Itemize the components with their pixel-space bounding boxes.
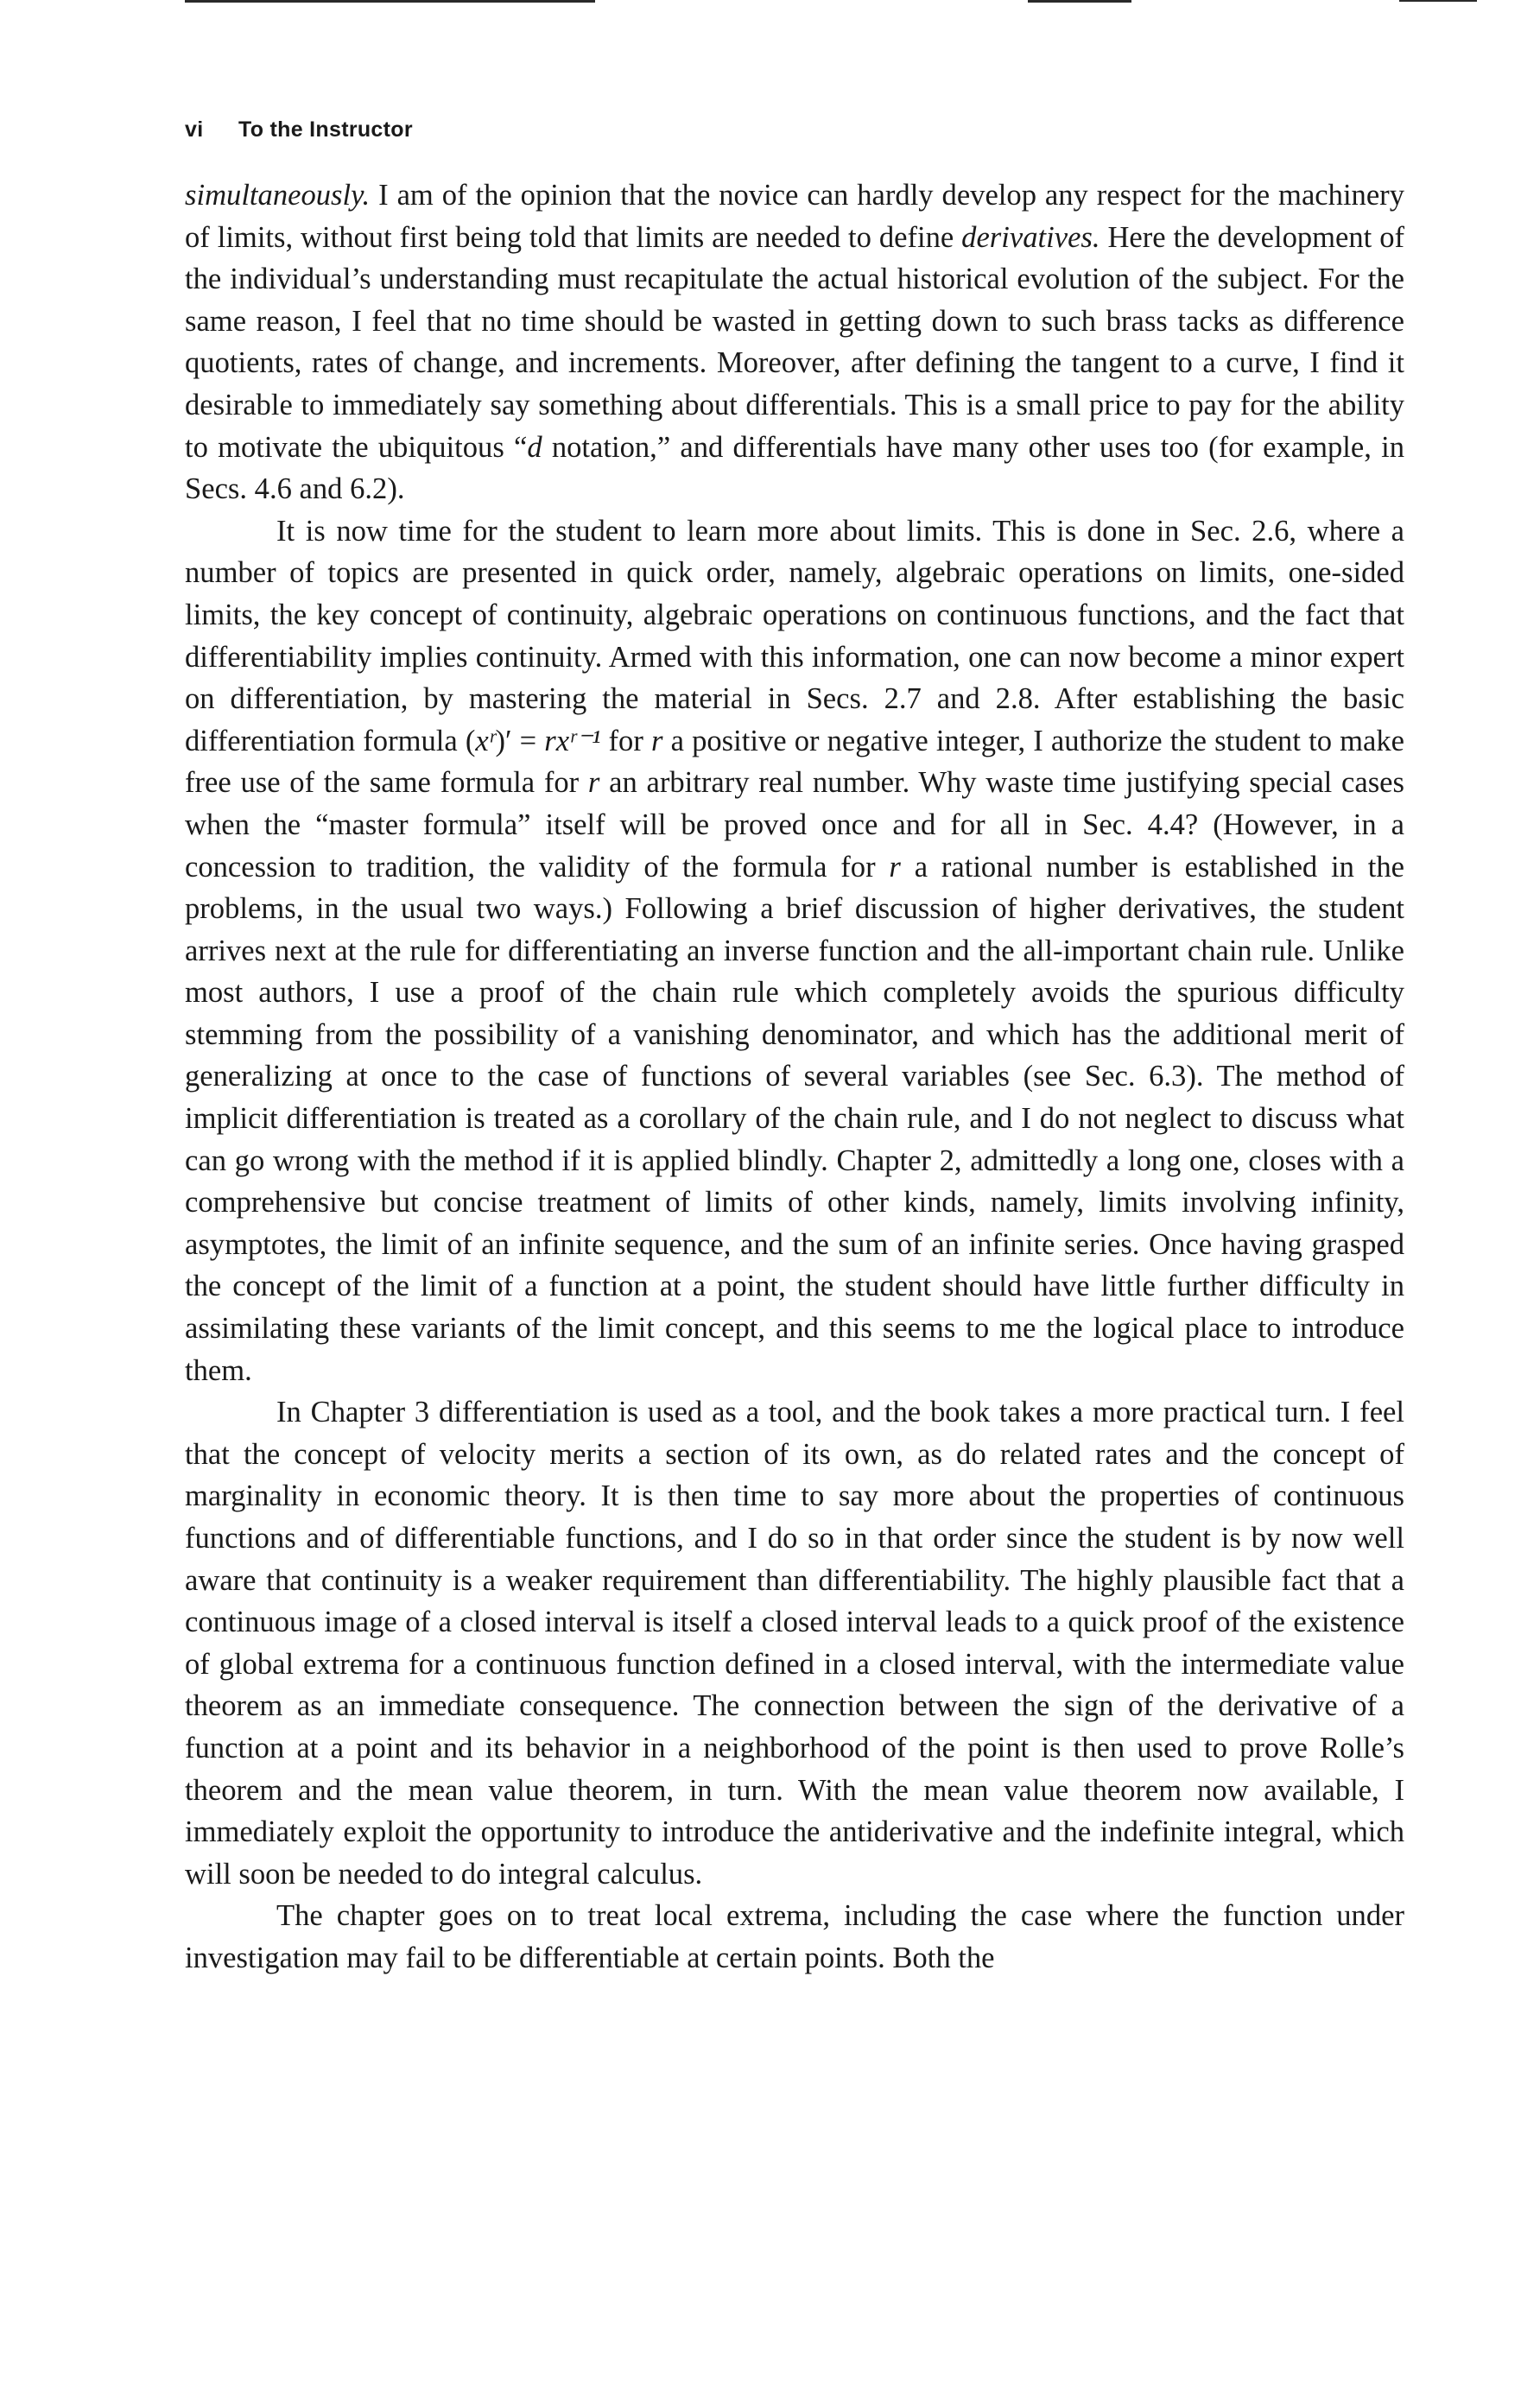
text-run: The chapter goes on to treat local extrema, including the case where the function under investigation may fail to be differentiable at certain points. Both the xyxy=(185,1899,1404,1974)
text-run: a positive or negative integer, I authorize the student to make free use of the same formula for xyxy=(185,724,1404,800)
italic-text: r xyxy=(889,850,901,884)
text-run: In Chapter 3 differentiation is used as a tool, and the book takes a more practical turn. I feel that the concept of velocity merits a section of its own, as do related rates and the concept of marginality in economic theory. It is then time to say more about the properties of continuous functions and of differentiable functions, and I do so in that order since the student is by now well aware that continuity is a weaker requirement than differentiability. The highly plausible fact that a continuous image of a closed interval is itself a closed interval leads to a quick proof of the existence of global extrema for a continuous function defined in a closed interval, with the intermediate value theorem as an immediate consequence. The connection between the sign of the derivative of a function at a point and its behavior in a neighborhood of the point is then used to prove Rolle’s theorem and the mean value theorem, in turn. With the mean value theorem now available, I immediately exploit the opportunity to introduce the antiderivative and the indefinite integral, which will soon be needed to do integral calculus. xyxy=(185,1396,1404,1891)
text-run: notation,” and differentials have many other uses too (for example, in Secs. 4.6 and 6.2). xyxy=(185,430,1404,506)
running-header xyxy=(185,117,413,143)
running-title: To the Instructor xyxy=(238,117,413,142)
page-number: vi xyxy=(185,117,204,142)
italic-text: ʳ xyxy=(488,724,496,757)
top-scan-rule-right xyxy=(1399,0,1477,2)
text-run: I am of the opinion that the novice can hardly develop any respect for the machinery of limits, without first being told that limits are needed to define xyxy=(185,179,1404,254)
italic-text: r xyxy=(651,724,663,757)
top-scan-rule-left xyxy=(185,0,595,3)
paragraph xyxy=(185,1895,1404,1979)
text-run: for xyxy=(600,724,651,757)
paragraph xyxy=(185,174,1404,510)
text-run: Here the development of the individual’s understanding must recapitulate the actual historical evolution of the subject. For the same reason, I feel that no time should be wasted in getting down to such brass tacks as difference quotients, rates of change, and increments. Moreover, after defining the tangent to a curve, I find it desirable to immediately say something about differentials. This is a small price to pay for the ability to motivate the ubiquitous “ xyxy=(185,220,1404,464)
text-run: a rational number is established in the problems, in the usual two ways.) Following a brief discussion of higher derivatives, the student arrives next at the rule for differentiating an inverse function and the all-important chain rule. Unlike most authors, I use a proof of the chain rule which completely avoids the spurious difficulty stemming from the possibility of a vanishing denominator, and which has the additional merit of generalizing at once to the case of functions of several variables (see Sec. 6.3). The method of implicit differentiation is treated as a corollary of the chain rule, and I do not neglect to discuss what can go wrong with the method if it is applied blindly. Chapter 2, admittedly a long one, closes with a comprehensive but concise treatment of limits of other kinds, namely, limits involving infinity, asymptotes, the limit of an infinite sequence, and the sum of an infinite series. Once having grasped the concept of the limit of a function at a point, the student should have little further difficulty in assimilating these variants of the limit concept, and this seems to me the logical place to introduce them. xyxy=(185,850,1404,1387)
paragraph xyxy=(185,1391,1404,1895)
text-run: )′ = xyxy=(495,724,545,757)
italic-text: x xyxy=(475,724,489,757)
italic-text: r xyxy=(587,766,600,800)
italic-text: ʳ⁻¹ xyxy=(569,724,601,757)
text-run: It is now time for the student to learn more about limits. This is done in Sec. 2.6, where a number of topics are presented in quick order, namely, algebraic operations on limits, one-sided limits, the key concept of continuity, algebraic operations on continuous functions, and the fact that differentiability implies continuity. Armed with this information, one can now become a minor expert on differentiation, by mastering the material in Secs. 2.7 and 2.8. After establishing the basic differentiation formula ( xyxy=(185,514,1404,757)
paragraph xyxy=(185,510,1404,1391)
italic-text: d xyxy=(527,430,542,464)
text-run: an arbitrary real number. Why waste time justifying special cases when the “master formula” itself will be proved once and for all in Sec. 4.4? (However, in a concession to tradition, the validity of the formula for xyxy=(185,766,1404,884)
italic-text: rx xyxy=(544,724,570,757)
italic-text: simultaneously. xyxy=(185,179,371,212)
body-text xyxy=(185,174,1404,1980)
top-scan-rule-center xyxy=(1028,0,1131,3)
italic-text: derivatives. xyxy=(961,220,1100,254)
